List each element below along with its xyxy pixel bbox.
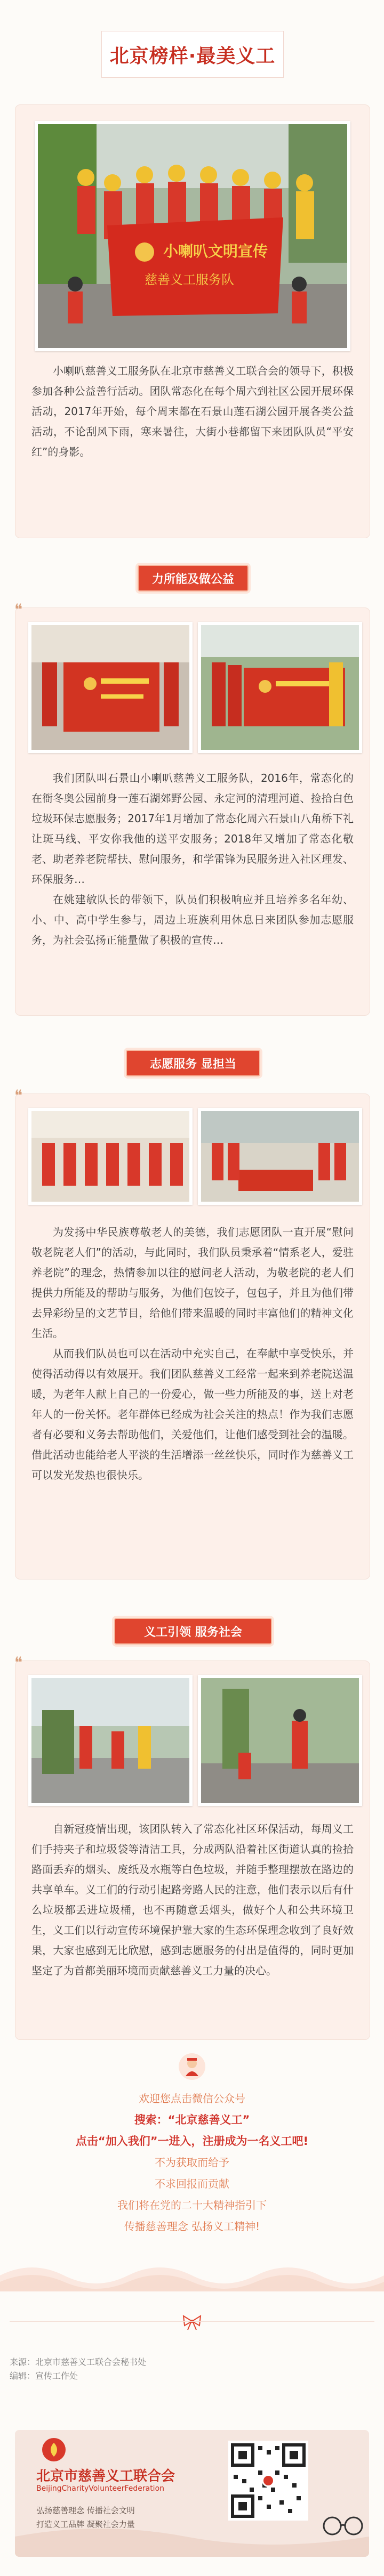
cta-search: 搜索：“北京慈善义工”: [134, 2113, 250, 2126]
quote-mark-icon: ❝: [14, 1654, 23, 1671]
section-1-paragraph: 我们团队叫石景山小喇叭慈善义工服务队，2016年，常态化的在衙冬奥公园前身一莲石湖郊野公园、永定河的清理河道、捡拾白色垃圾环保志愿服务；2017年1月增加了常态化周六石景山八角桥下礼让斑马线、平安你我他的送平安服务；2018年又增加了常态化敬老、助老养老院帮扶、慰问服务，和学雷锋为民服务进入社区理发、环保服务…: [31, 772, 354, 886]
section-badge-1-label: 力所能及做公益: [151, 572, 234, 586]
section-3-paragraph: 自新冠疫情出现，该团队转入了常态化社区环保活动，每周义工们手持夹子和垃圾袋等清洁工具，分成两队沿着社区街道认真的捡拾路面丢弃的烟头、废纸及水瓶等白色垃圾，并随手整理摆放在路边的共享单车。义工们的行动引起路旁路人民的注意，他们表示以后有什么垃圾都丢进垃圾桶，也不再随意丢烟头，做好个人和公共环境卫生，义工们以行动宣传环境保护靠大家的生态环保理念收到了良好效果，大家也感到无比欣慰，感到志愿服务的付出是值得的，同时更加坚定了为首都美丽环境而贡献慈善义工力量的决心。: [31, 1822, 354, 1977]
intro-panel: [15, 104, 370, 538]
section-1-text: [31, 768, 354, 950]
banner-photo-image: [31, 625, 189, 750]
footer-info: [10, 2355, 146, 2383]
intro-photo: [35, 121, 350, 351]
cta-line: 传播慈善理念 弘扬义工精神!: [124, 2220, 260, 2233]
group-visit-photo-image: [201, 1111, 359, 1202]
section-badge-2: [126, 1050, 260, 1076]
org-slogan-2: 打造义工品牌 凝聚社会力量: [36, 2520, 135, 2529]
page-title: 北京榜样·最美义工: [109, 45, 276, 67]
glasses-decoration-icon: [319, 2510, 367, 2542]
section-badge-2-label: 志愿服务 显担当: [150, 1057, 236, 1071]
section-3-text: [31, 1819, 354, 1981]
outdoor-banner-photo-image: [201, 625, 359, 750]
cta-line: 不为获取而给予: [155, 2156, 229, 2169]
section-3-panel: [14, 1654, 370, 2040]
volunteer-mascot-icon: [178, 2053, 206, 2080]
footer-source: 来源：北京市慈善义工联合会秘书处: [10, 2357, 147, 2367]
section-2-photo-left: [28, 1108, 193, 1205]
section-1-paragraph: 在姚建敏队长的带领下，队员们积极响应并且培养多名年幼、小、中、高中学生参与，周边上班族利用休息日来团队参加志愿服务，为社会弘扬正能量做了积极的宣传…: [31, 893, 354, 946]
group-photo-image: [38, 124, 347, 348]
section-1-photo-right: [198, 622, 362, 753]
nursing-home-photo-image: [31, 1111, 189, 1202]
org-name: 北京市慈善义工联合会: [36, 2468, 175, 2484]
bow-divider-icon: [181, 2313, 203, 2331]
org-slogan-1: 弘扬慈善理念 传播社会文明: [36, 2506, 135, 2515]
section-2-photo-right: [198, 1108, 362, 1205]
cloud-divider-decoration: [0, 2254, 384, 2291]
section-badge-3: [114, 1618, 272, 1645]
section-badge-3-label: 义工引领 服务社会: [144, 1625, 242, 1639]
footer-divider: [10, 2321, 374, 2322]
footer-editor: 编辑：宣传工作处: [10, 2371, 78, 2381]
litter-pickup-photo-image: [201, 1678, 359, 1803]
section-2-text: [31, 1222, 354, 1485]
cta-line: 我们将在党的二十大精神指引下: [117, 2199, 267, 2212]
org-card-background: [15, 2430, 369, 2557]
quote-mark-icon: ❝: [14, 601, 23, 618]
cta-line: 不求回报而贡献: [155, 2177, 229, 2190]
section-3-photo-left: [28, 1675, 193, 1806]
section-1-panel: [14, 601, 370, 1016]
section-2-paragraph: 为发扬中华民族尊敬老人的美德，我们志愿团队一直开展“慰问敬老院老人们”的活动，与此同时，我们队员秉承着“情系老人，爱驻养老院”的理念，热情参加以往的慰问老人活动，为敬老院的老人们提供力所能及的帮助与服务，为他们包饺子，包包子，并且为他们带去异彩纷呈的文艺节目，给他们带来温暖的同时丰富他们的精神文化生活。: [31, 1226, 354, 1340]
section-2-paragraph: 从而我们队员也可以在活动中充实自己，在奉献中享受快乐，并使得活动得以有效展开。我们团队慈善义工经常一起来到养老院送温暖，为老年人献上自己的一份爱心，做一些力所能及的事，送上对老年人的一份关怀。老年群体已经成为社会关注的热点！作为我们志愿者有必要和义务去帮助他们，关爱他们，让他们感受到社会的温暖。借此活动也能给老人平淡的生活增添一丝丝快乐，同时作为慈善义工可以发光发热也很快乐。: [31, 1347, 354, 1481]
intro-paragraph: 小喇叭慈善义工服务队在北京市慈善义工联合会的领导下，积极参加各种公益善行活动。团队常态化在每个周六到社区公园开展环保活动，2017年开始，每个周末都在石景山莲石湖公园开展各类公益活动，不论刮风下雨，寒来暑往，大街小巷都留下来团队队员“平安红”的身影。: [31, 364, 354, 458]
org-name-en: BeijingCharityVolunteerFederation: [36, 2484, 165, 2493]
intro-text: [31, 361, 354, 462]
svg-text:慈善义工服务队: 慈善义工服务队: [145, 272, 234, 287]
section-badge-1: [138, 565, 249, 592]
qr-code-icon[interactable]: [228, 2441, 308, 2521]
cta-join: 点击“加入我们”一进入，注册成为一名义工吧!: [75, 2135, 309, 2148]
page-title-box: [101, 31, 284, 78]
cta-line: 欢迎您点击微信公众号: [139, 2092, 245, 2105]
cta-text: [0, 2088, 384, 2237]
section-2-panel: [14, 1087, 370, 1579]
section-3-photo-right: [198, 1675, 362, 1806]
quote-mark-icon: ❝: [14, 1087, 23, 1104]
street-cleanup-photo-image: [31, 1678, 189, 1803]
svg-text:小喇叭文明宣传: 小喇叭文明宣传: [163, 242, 268, 260]
org-card: [15, 2430, 369, 2557]
section-1-photo-left: [28, 622, 193, 753]
org-logo-icon: [42, 2437, 66, 2462]
